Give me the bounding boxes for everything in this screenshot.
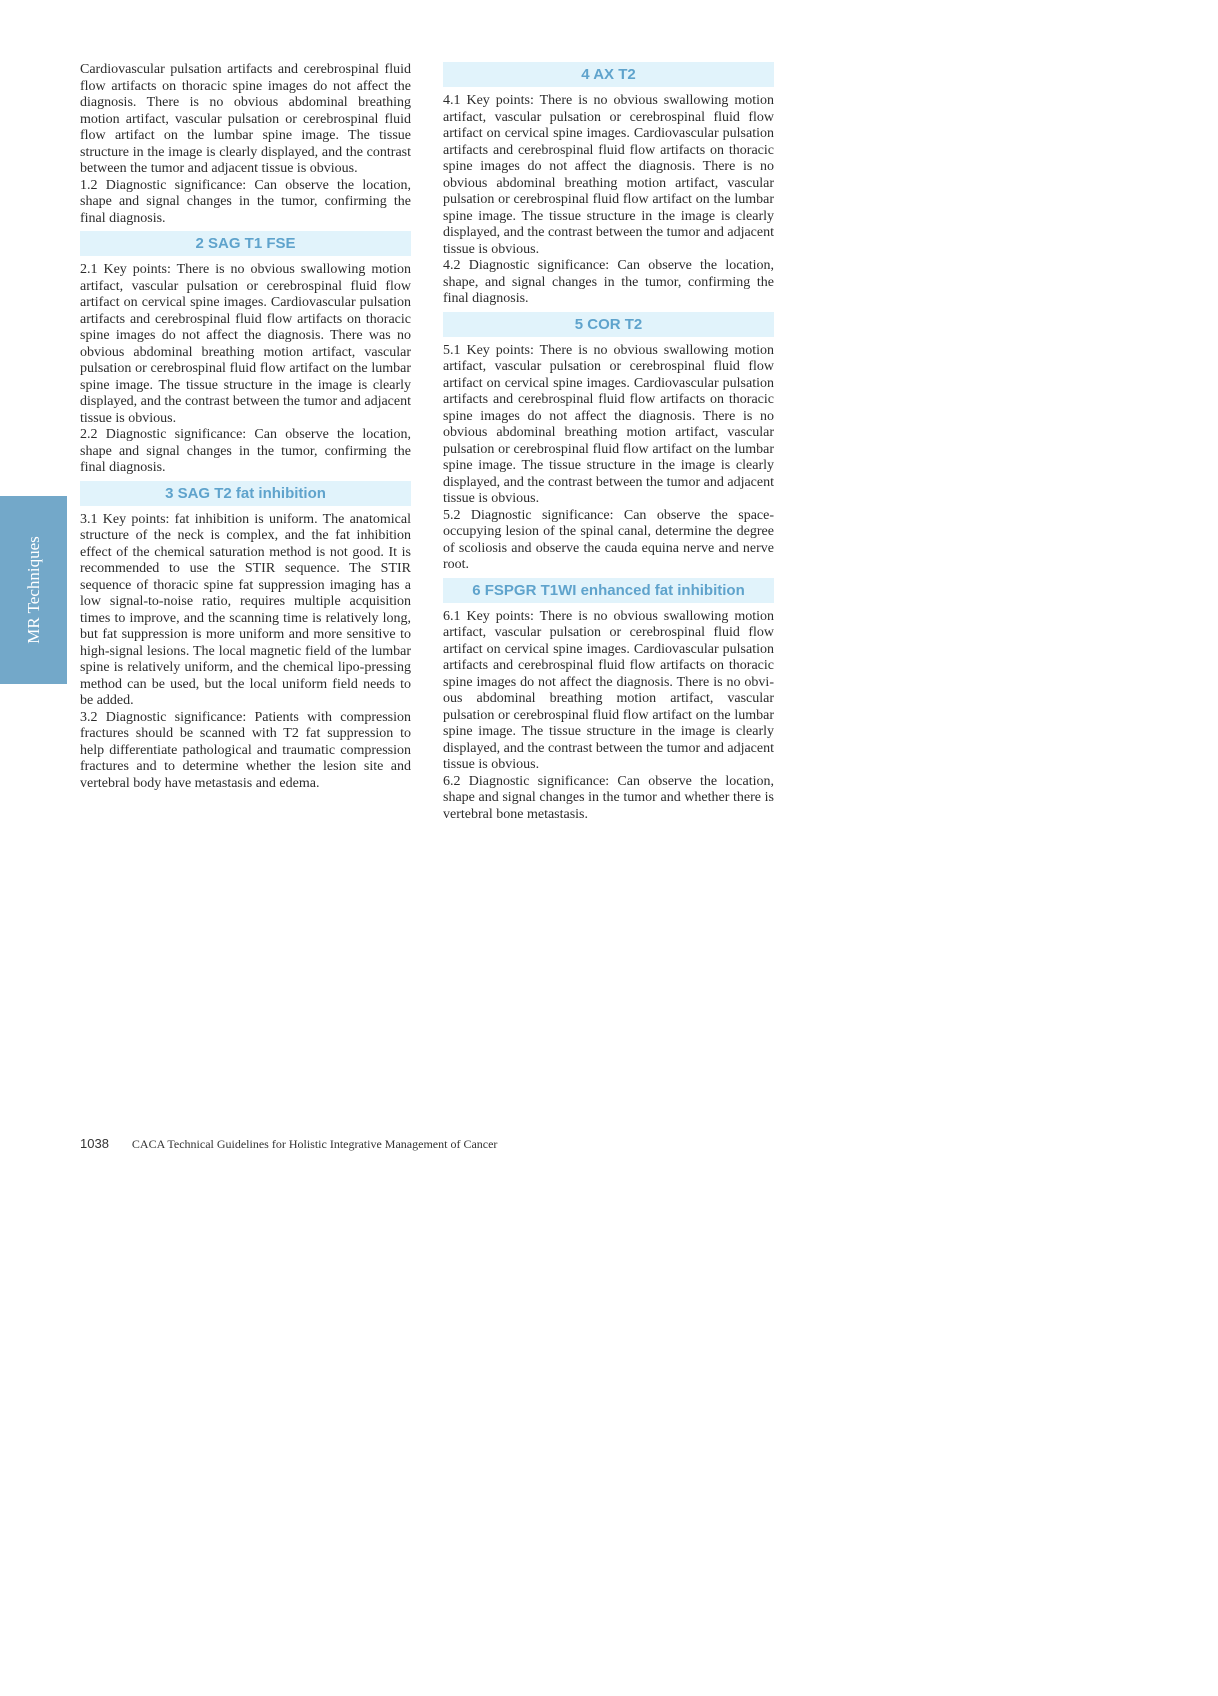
paragraph-5-1: 5.1 Key points: There is no obvious swallowing motion artifact, vascular pulsation or cerebrospinal fluid flow artifact on cervical spine images. Cardiovascular pulsation artifacts and cerebrospinal fluid flow artifacts on thoracic spine images do not affect the diagnosis. There is no obvious abdominal breathing motion artifact, vascular pulsation or cerebrospinal fluid flow artifact on the lumbar spine image. The tissue structure in the image is clearly displayed, and the contrast between the tumor and adjacent tissue is obvious. <box>443 342 774 506</box>
section-heading-4: 4 AX T2 <box>443 62 774 87</box>
book-title: CACA Technical Guidelines for Holistic Integrative Management of Cancer <box>131 1137 498 1151</box>
intro-paragraph: Cardiovascular pulsation artifacts and cerebrospinal fluid flow artifacts on thoracic spine images do not affect the diagnosis. There is no obvious abdominal breathing motion artifact, vascular pulsation or cerebrospinal fluid flow artifact on the lumbar spine image. The tissue structure in the image is clearly displayed, and the contrast between the tumor and adjacent tissue is obvious. <box>80 62 411 176</box>
paragraph-4-1: 4.1 Key points: There is no obvious swallowing motion artifact, vascular pulsation or cerebrospinal fluid flow artifact on cervical spine images. Cardiovascular pulsation artifacts and cerebrospinal fluid flow artifacts on thoracic spine images do not affect the diagnosis. There is no obvious abdominal breathing motion artifact, vascular pulsation or cerebrospinal fluid flow artifact on the lumbar spine image. The tissue structure in the image is clearly displayed, and the contrast between the tumor and adjacent tissue is obvious. <box>443 93 774 257</box>
paragraph-3-2: 3.2 Diagnostic significance: Patients with compression fractures should be scanned with T2 fat suppression to help differentiate pathological and traumatic compression fractures and to determine whether the lesion site and vertebral body have metastasis and edema. <box>80 709 411 791</box>
paragraph-2-1: 2.1 Key points: There is no obvious swallowing motion artifact, vascular pulsation or cerebrospinal fluid flow artifact on cervical spine images. Cardiovascular pulsation artifacts and cerebrospinal fluid flow artifacts on thoracic spine images do not affect the diagnosis. There was no obvious abdominal breathing motion artifact, vascular pulsation or cerebrospinal fluid flow artifact on the lumbar spine image. The tissue structure in the image is clearly displayed, and the contrast between the tumor and adjacent tissue is obvious. <box>80 262 411 426</box>
page-footer <box>80 1136 497 1152</box>
paragraph-6-2: 6.2 Diagnostic significance: Can observe the location, shape and signal changes in the tumor and whether there is vertebral bone metastasis. <box>443 773 774 822</box>
paragraph-2-2: 2.2 Diagnostic significance: Can observe the location, shape and signal changes in the tumor, confirming the final diagnosis. <box>80 427 411 475</box>
paragraph-5-2: 5.2 Diagnostic significance: Can observe the space-occupying lesion of the spinal canal, determine the degree of scoliosis and observe the cauda equina nerve and nerve root. <box>443 507 774 572</box>
right-column <box>443 62 774 823</box>
page-number: 1038 <box>80 1136 109 1151</box>
paragraph-4-2: 4.2 Diagnostic significance: Can observe the location, shape, and signal changes in the tumor, confirming the final diagnosis. <box>443 258 774 306</box>
section-heading-5: 5 COR T2 <box>443 312 774 337</box>
side-tab-label: MR Techniques <box>23 536 43 644</box>
paragraph-6-1: 6.1 Key points: There is no obvious swallowing motion artifact, vascular pulsation or cerebrospinal fluid flow artifact on cervical spine images. Cardiovascular pulsation artifacts and cerebrospinal fluid flow artifacts on thoracic spine images do not affect the diagnosis. There is no obvious abdominal breathing motion artifact, vascular pulsation or cerebrospinal fluid flow artifact on the lumbar spine image. The tissue structure in the image is clearly displayed, and the contrast between the tumor and adjacent tissue is obvious. <box>443 608 774 772</box>
section-heading-3: 3 SAG T2 fat inhibition <box>80 481 411 506</box>
section-heading-2: 2 SAG T1 FSE <box>80 231 411 256</box>
section-heading-6: 6 FSPGR T1WI enhanced fat inhibition <box>443 578 774 603</box>
paragraph-1-2: 1.2 Diagnostic significance: Can observe the location, shape and signal changes in the tumor, confirming the final diagnosis. <box>80 177 411 226</box>
paragraph-3-1: 3.1 Key points: fat inhibition is uniform. The anatomical structure of the neck is complex, and the fat inhibition effect of the chemical saturation method is not good. It is recommended to use the STIR sequence. The STIR sequence of thoracic spine fat suppression imaging has a low signal-to-noise ratio, requires multiple acquisition times to improve, and the scanning time is relatively long, but fat suppression is more uniform and more sensitive to high-signal lesions. The local magnetic field of the lumbar spine is relatively uniform, and the chemical lipo-pressing method can be used, but the local uniform field needs to be added. <box>80 511 411 708</box>
side-section-tab <box>0 496 67 684</box>
left-column <box>80 62 411 792</box>
